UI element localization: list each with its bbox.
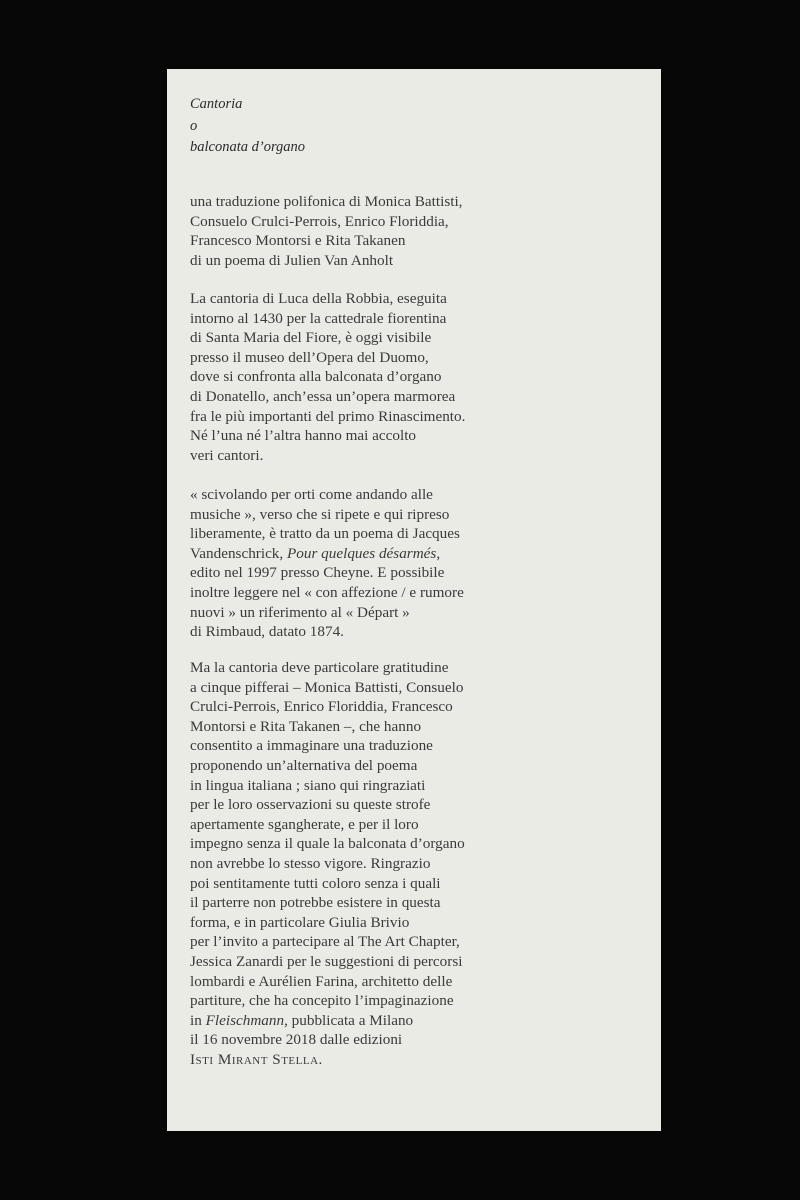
credits-line: Consuelo Crulci-Perrois, Enrico Floriddia,: [190, 212, 449, 230]
paragraph-line: Montorsi e Rita Takanen –, che hanno: [190, 717, 422, 735]
title-line: balconata d’organo: [190, 139, 306, 155]
title-line: Cantoria: [190, 96, 243, 112]
paragraph-line: presso il museo dell’Opera del Duomo,: [190, 348, 429, 366]
paragraph-acknowledgements: [190, 658, 465, 1069]
paragraph-line: non avrebbe lo stesso vigore. Ringrazio: [190, 854, 431, 872]
paragraph-line: La cantoria di Luca della Robbia, eseguita: [190, 290, 447, 307]
paragraph-line: di Donatello, anch’essa un’opera marmorea: [190, 387, 456, 405]
paragraph-line: per l’invito a partecipare al The Art Chapter,: [190, 933, 460, 951]
paragraph-line: apertamente sgangherate, e per il loro: [190, 815, 419, 833]
paragraph-line: edito nel 1997 presso Cheyne. E possibile: [190, 564, 445, 582]
paragraph-line: forma, e in particolare Giulia Brivio: [190, 913, 410, 931]
typeface-name: Fleischmann: [205, 1011, 285, 1029]
document-title: [190, 94, 305, 159]
paragraph-cantoria: [190, 289, 465, 465]
paragraph-line: consentito a immaginare una traduzione: [190, 737, 433, 755]
paragraph-line: il 16 novembre 2018 dalle edizioni: [190, 1031, 403, 1049]
paragraph-line: [190, 1011, 465, 1031]
paragraph-line: veri cantori.: [190, 446, 264, 464]
paragraph-line: nuovi » un riferimento al « Départ »: [190, 603, 410, 621]
paragraph-line: poi sentitamente tutti coloro senza i quali: [190, 874, 441, 892]
paragraph-line: inoltre leggere nel « con affezione / e rumore: [190, 583, 464, 601]
paragraph-line: di Santa Maria del Fiore, è oggi visibile: [190, 329, 432, 347]
credits-line: Francesco Montorsi e Rita Takanen: [190, 232, 406, 250]
paragraph-line: in lingua italiana ; siano qui ringraziati: [190, 776, 426, 794]
paragraph-line: partiture, che ha concepito l’impaginazione: [190, 992, 454, 1010]
paragraph-line: Jessica Zanardi per le suggestioni di percorsi: [190, 952, 463, 970]
paragraph-line: Crulci-Perrois, Enrico Floriddia, Francesco: [190, 698, 453, 716]
title-line: o: [190, 117, 198, 134]
credits-line: una traduzione polifonica di Monica Battisti,: [190, 193, 463, 210]
paragraph-line: musiche », verso che si ripete e qui ripreso: [190, 505, 450, 523]
paragraph-line: per le loro osservazioni su queste strofe: [190, 796, 431, 814]
paragraph-line: fra le più importanti del primo Rinascimento.: [190, 407, 466, 425]
paragraph-line: liberamente, è tratto da un poema di Jacques: [190, 525, 460, 543]
paragraph-line: impegno senza il quale la balconata d’organo: [190, 835, 465, 853]
paragraph-line: Né l’una né l’altra hanno mai accolto: [190, 427, 417, 445]
paragraph-line: Ma la cantoria deve particolare gratitudine: [190, 659, 449, 676]
translation-credits: [190, 192, 462, 270]
line-text: , pubblicata a Milano: [284, 1011, 414, 1029]
printed-sheet: [167, 69, 661, 1131]
book-title: Pour quelques désarmés: [287, 544, 437, 562]
credits-line: di un poema di Julien Van Anholt: [190, 251, 394, 269]
line-text: ,: [436, 544, 441, 562]
paragraph-line: dove si confronta alla balconata d’organo: [190, 368, 442, 386]
paragraph-line: di Rimbaud, datato 1874.: [190, 623, 344, 641]
paragraph-line: [190, 544, 464, 564]
paragraph-line: intorno al 1430 per la cattedrale fiorentina: [190, 309, 447, 327]
publisher-name: Isti Mirant Stella.: [190, 1050, 323, 1068]
line-text: in: [190, 1011, 206, 1029]
paragraph-line: proponendo un’alternativa del poema: [190, 756, 418, 774]
line-text: Vandenschrick,: [190, 544, 287, 562]
paragraph-line: « scivolando per orti come andando alle: [190, 486, 433, 503]
paragraph-line: lombardi e Aurélien Farina, architetto delle: [190, 972, 453, 990]
paragraph-line: a cinque pifferai – Monica Battisti, Consuelo: [190, 678, 464, 696]
paragraph-line: il parterre non potrebbe esistere in questa: [190, 894, 441, 912]
paragraph-quotation: [190, 485, 464, 642]
